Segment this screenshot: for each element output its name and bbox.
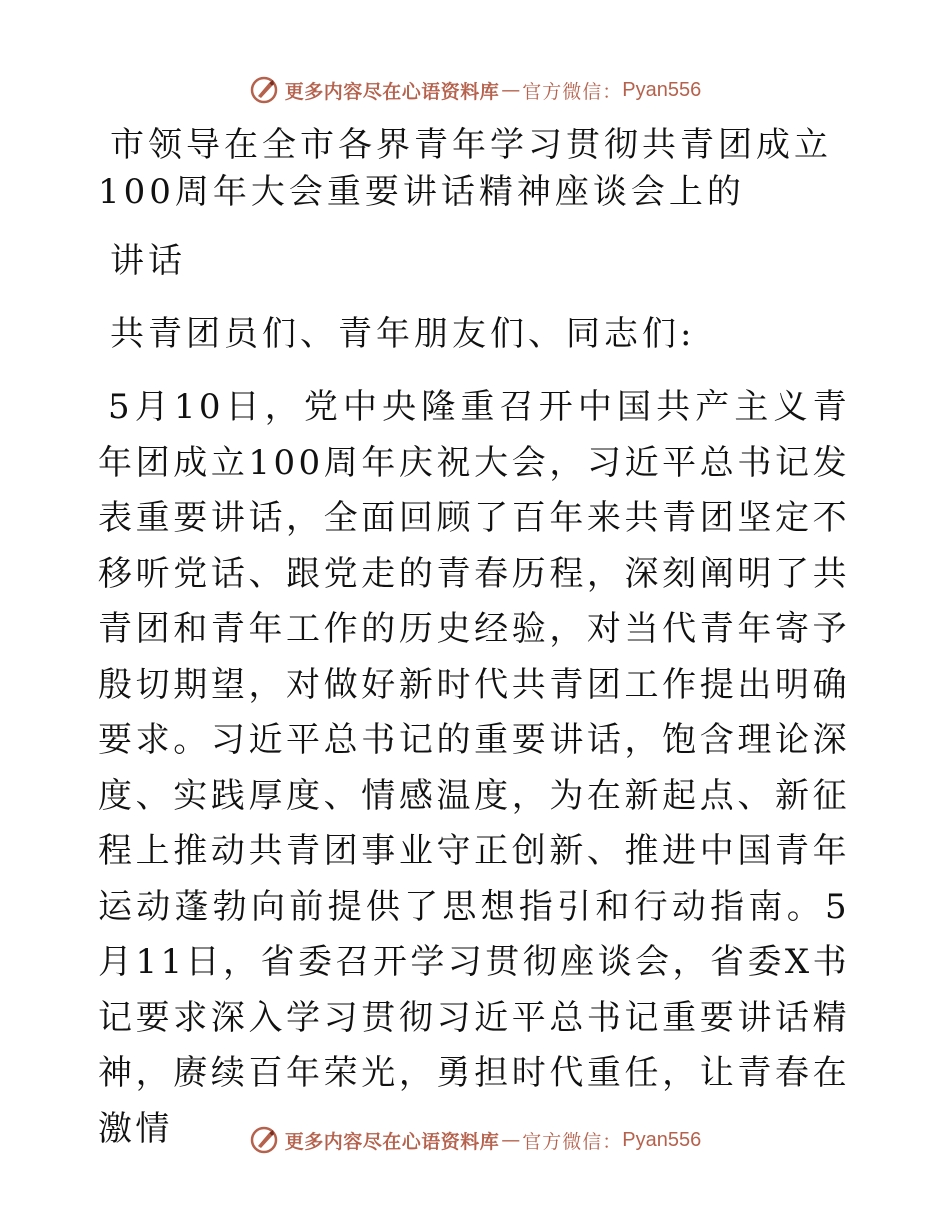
document-title: 市领导在全市各界青年学习贯彻共青团成立100周年大会重要讲话精神座谈会上的 [98,125,832,212]
brand-logo-icon [249,1125,279,1155]
watermark-label: 官方微信： [522,1130,623,1153]
watermark-wechat-id: Pyan556 [622,1128,702,1151]
header-watermark [0,72,950,108]
document-greeting: 共青团员们、青年朋友们、同志们: [110,314,696,354]
footer-watermark [0,1122,950,1158]
document-subtitle: 讲话 [110,241,186,281]
watermark-dash: — [501,1129,521,1151]
watermark-label: 官方微信： [522,80,623,103]
document-body [98,122,850,1157]
brand-logo-icon [249,75,279,105]
document-paragraph: 5月10日，党中央隆重召开中国共产主义青年团成立100周年庆祝大会，习近平总书记发表重要讲话，全面回顾了百年来共青团坚定不移听党话、跟党走的青春历程，深刻阐明了共青团和青年工作的历史经验，对当代青年寄予殷切期望，对做好新时代共青团工作提出明确要求。习近平总书记的重要讲话，饱含理论深度、实践厚度、情感温度，为在新起点、新征程上推动共青团事业守正创新、推进中国青年运动蓬勃向前提供了思想指引和行动指南。5月11日，省委召开学习贯彻座谈会，省委X书记要求深入学习贯彻习近平总书记重要讲话精神，赓续百年荣光，勇担时代重任，让青春在激情 [98,387,850,1149]
watermark-wechat-id: Pyan556 [622,78,702,101]
watermark-dash: — [501,79,521,101]
watermark-site-text: 更多内容尽在心语资料库 [284,80,500,103]
watermark-site-text: 更多内容尽在心语资料库 [284,1130,500,1153]
